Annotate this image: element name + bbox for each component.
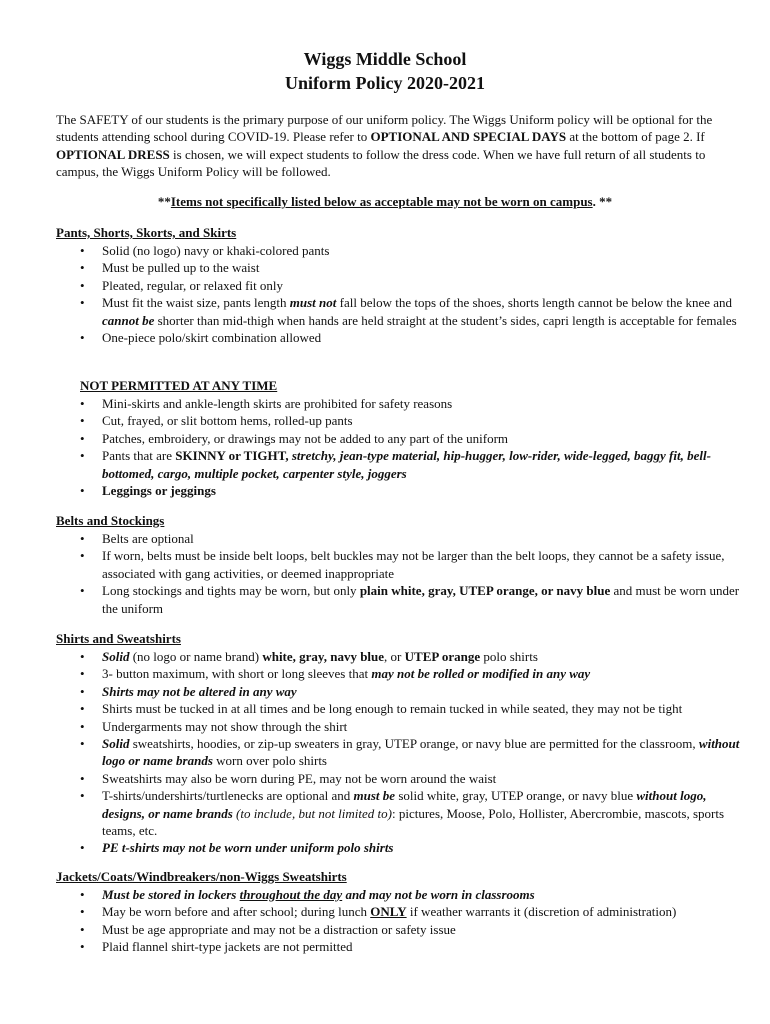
item-text: T-shirts/undershirts/turtlenecks are optional and	[102, 788, 354, 804]
item-text: Must be age appropriate and may not be a distraction or safety issue	[102, 921, 456, 937]
item-text: If worn, belts must be inside belt loops, belt buckles may not be larger than the belt loops, they cannot be a safety issue, associated with gang activities, or deemed inappropriate	[102, 548, 725, 581]
item-emphasis: without logo or name brands	[102, 736, 740, 769]
list-item	[80, 259, 740, 276]
list-item	[80, 582, 740, 617]
item-text: (no logo or name brand)	[129, 649, 263, 664]
jackets-list	[80, 886, 740, 956]
item-emphasis: throughout the day	[239, 887, 343, 902]
item-emphasis: Shirts may not be altered in any way	[102, 683, 297, 699]
school-name-title: Wiggs Middle School	[303, 49, 467, 69]
item-text: Mini-skirts and ankle-length skirts are prohibited for safety reasons	[102, 396, 453, 411]
item-text: Pants that are	[102, 448, 176, 464]
item-emphasis: must be	[353, 788, 396, 804]
item-text: Must be pulled up to the waist	[102, 260, 260, 276]
item-text: Sweatshirts may also be worn during PE, may not be worn around the waist	[102, 770, 497, 786]
item-emphasis: Solid	[102, 649, 130, 664]
list-item	[80, 787, 740, 839]
item-emphasis: without logo, designs, or name brands	[102, 788, 707, 821]
item-emphasis: SKINNY or TIGHT,	[175, 448, 289, 464]
list-item	[80, 921, 740, 938]
list-item	[80, 329, 740, 346]
list-item	[80, 547, 740, 582]
item-emphasis: cannot be	[102, 312, 155, 328]
list-item	[80, 886, 740, 903]
item-text: One-piece polo/skirt combination allowed	[102, 330, 322, 346]
list-item	[80, 683, 740, 700]
item-text: Patches, embroidery, or drawings may not be added to any part of the uniform	[102, 430, 509, 446]
item-text: Shirts must be tucked in at all times and be long enough to remain tucked in while seated, they may not be tight	[102, 701, 683, 717]
list-item	[80, 665, 740, 682]
intro-text-2: at the bottom of page 2. If	[566, 129, 705, 145]
list-item	[80, 903, 740, 920]
item-text: : pictures, Moose, Polo, Hollister, Abercrombie, mascots, sports teams, etc.	[102, 805, 725, 839]
list-item	[80, 839, 740, 856]
list-item	[80, 447, 740, 482]
intro-text-1: The SAFETY of our students is the primary purpose of our uniform policy. The Wiggs Uniform policy will be optional for the students attending school during COVID-19. Please refer to	[56, 112, 713, 145]
intro-text-3: is chosen, we will expect students to follow the dress code. When we have full return of all students to campus, the Wiggs Uniform Policy will be followed.	[56, 146, 706, 180]
list-item	[80, 938, 740, 955]
section-heading-jackets: Jackets/Coats/Windbreakers/non-Wiggs Sweatshirts	[56, 869, 347, 884]
item-text: polo shirts	[480, 649, 538, 664]
intro-paragraph	[56, 111, 746, 181]
item-text: , or	[384, 649, 405, 664]
item-emphasis: PE t-shirts may not be worn under uniform polo shirts	[102, 840, 394, 856]
list-item	[80, 648, 740, 665]
notice-text: Items not specifically listed below as acceptable may not be worn on campus	[170, 194, 593, 209]
item-text: Pleated, regular, or relaxed fit only	[102, 277, 284, 293]
item-emphasis: stretchy, jean-type material, hip-hugger, low-rider, wide-legged, baggy fit, bell-bottomed, cargo, multiple pocket, carpenter style, joggers	[102, 448, 711, 481]
acceptable-items-notice	[0, 194, 770, 210]
item-text: 3- button maximum, with short or long sleeves that	[102, 666, 372, 682]
pants-list	[80, 242, 740, 346]
item-emphasis: Leggings or jeggings	[102, 483, 216, 499]
list-item	[80, 242, 740, 259]
list-item	[80, 430, 740, 447]
section-heading-belts: Belts and Stockings	[56, 513, 165, 528]
item-text: Belts are optional	[102, 531, 194, 546]
list-item	[80, 530, 740, 547]
intro-bold-optional-special-days: OPTIONAL AND SPECIAL DAYS	[370, 129, 567, 145]
item-text: shorter than mid-thigh when hands are held straight at the student’s sides, capri length is acceptable for females	[154, 312, 737, 328]
item-text: Plaid flannel shirt-type jackets are not permitted	[102, 939, 353, 955]
item-text: solid white, gray, UTEP orange, or navy blue	[395, 788, 637, 804]
item-italic: (to include, but not limited to)	[232, 805, 392, 821]
item-text: May be worn before and after school; during lunch	[102, 904, 371, 920]
item-emphasis: ONLY	[370, 904, 407, 920]
list-item	[80, 735, 740, 770]
section-heading-shirts: Shirts and Sweatshirts	[56, 631, 181, 646]
shirts-list	[80, 648, 740, 857]
item-text: and must be worn under the uniform	[102, 583, 740, 616]
notice-suffix: . **	[592, 194, 613, 209]
item-emphasis: and may not be worn in classrooms	[342, 887, 535, 902]
not-permitted-list	[80, 395, 740, 499]
item-text: worn over polo shirts	[212, 753, 327, 769]
item-emphasis: white, gray, navy blue	[262, 649, 385, 664]
belts-list	[80, 530, 740, 617]
item-text: Cut, frayed, or slit bottom hems, rolled-up pants	[102, 413, 353, 429]
item-text: sweatshirts, hoodies, or zip-up sweaters in gray, UTEP orange, or navy blue are permitted for the classroom,	[129, 736, 699, 752]
item-emphasis: may not be rolled or modified in any way	[371, 666, 591, 682]
item-emphasis: must not	[289, 295, 337, 311]
section-heading-pants: Pants, Shorts, Skorts, and Skirts	[56, 225, 237, 240]
list-item	[80, 395, 740, 412]
item-emphasis: UTEP orange	[404, 649, 481, 664]
list-item	[80, 700, 740, 717]
item-emphasis: Must be stored in lockers	[102, 887, 240, 902]
section-heading-not-permitted: NOT PERMITTED AT ANY TIME	[80, 378, 278, 393]
list-item	[80, 770, 740, 787]
list-item	[80, 294, 740, 329]
list-item	[80, 277, 740, 294]
item-text: fall below the tops of the shoes, shorts length cannot be below the knee and	[336, 295, 733, 311]
item-emphasis: plain white, gray, UTEP orange, or navy blue	[359, 583, 611, 599]
item-text: if weather warrants it (discretion of administration)	[406, 904, 677, 920]
list-item	[80, 482, 740, 499]
item-text: Undergarments may not show through the shirt	[102, 718, 348, 734]
item-text: Long stockings and tights may be worn, but only	[102, 583, 360, 599]
policy-title: Uniform Policy 2020-2021	[285, 73, 485, 93]
item-text: Must fit the waist size, pants length	[102, 295, 290, 311]
list-item	[80, 412, 740, 429]
item-text: Solid (no logo) navy or khaki-colored pants	[102, 243, 330, 258]
list-item	[80, 718, 740, 735]
item-emphasis: Solid	[102, 736, 130, 752]
intro-bold-optional-dress: OPTIONAL DRESS	[56, 146, 170, 162]
notice-prefix: **	[157, 194, 171, 209]
